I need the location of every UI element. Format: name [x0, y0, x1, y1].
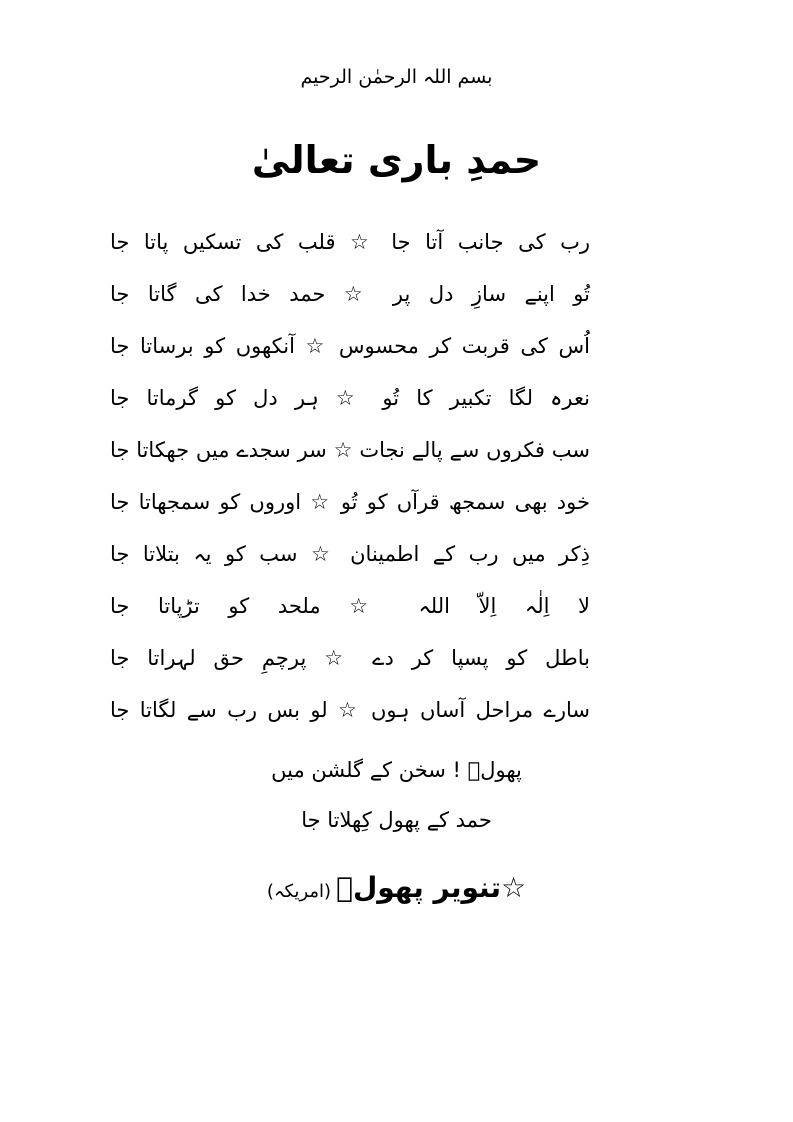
star-icon: ☆: [500, 871, 527, 904]
closing-line-2: حمد کے پھول کِھلاتا جا: [301, 808, 492, 832]
couplet-line: خود بھی سمجھ قرآں کو تُو ☆ اوروں کو سمجھاتا جا: [110, 490, 590, 514]
author-location: (امریکہ): [266, 881, 332, 902]
couplet-line: سارے مراحل آساں ہوں ☆ لو بس رب سے لگاتا جا: [110, 698, 590, 722]
bismillah-heading: بسم اللہ الرحمٰن الرحیم: [300, 66, 493, 88]
author-signature: [150, 862, 643, 918]
couplet-line: لا اِلٰہ اِلاّ اللہ ☆ ملحد کو تڑپاتا جا: [110, 594, 590, 618]
closing-line-1: پھولؔ ! سخن کے گلشن میں: [271, 758, 522, 782]
couplet-line: سب فکروں سے پالے نجات ☆ سر سجدے میں جھکاتا جا: [110, 438, 590, 462]
poem-couplets: [110, 220, 590, 740]
couplet-line: اُس کی قربت کر محسوس ☆ آنکھوں کو برساتا جا: [110, 334, 590, 358]
couplet-line: نعرہ لگا تکبیر کا تُو ☆ ہر دل کو گرماتا جا: [110, 386, 590, 410]
couplet-line: رب کی جانب آتا جا ☆ قلب کی تسکیں پاتا جا: [110, 230, 590, 254]
author-name: تنویر پھولؔ: [336, 871, 501, 904]
couplet-line: تُو اپنے سازِ دل پر ☆ حمد خدا کی گاتا جا: [110, 282, 590, 306]
poem-title: حمدِ باری تعالیٰ: [251, 138, 542, 182]
couplet-line: باطل کو پسپا کر دے ☆ پرچمِ حق لہراتا جا: [110, 646, 590, 670]
couplet-line: ذِکر میں رب کے اطمینان ☆ سب کو یہ بتلاتا جا: [110, 542, 590, 566]
